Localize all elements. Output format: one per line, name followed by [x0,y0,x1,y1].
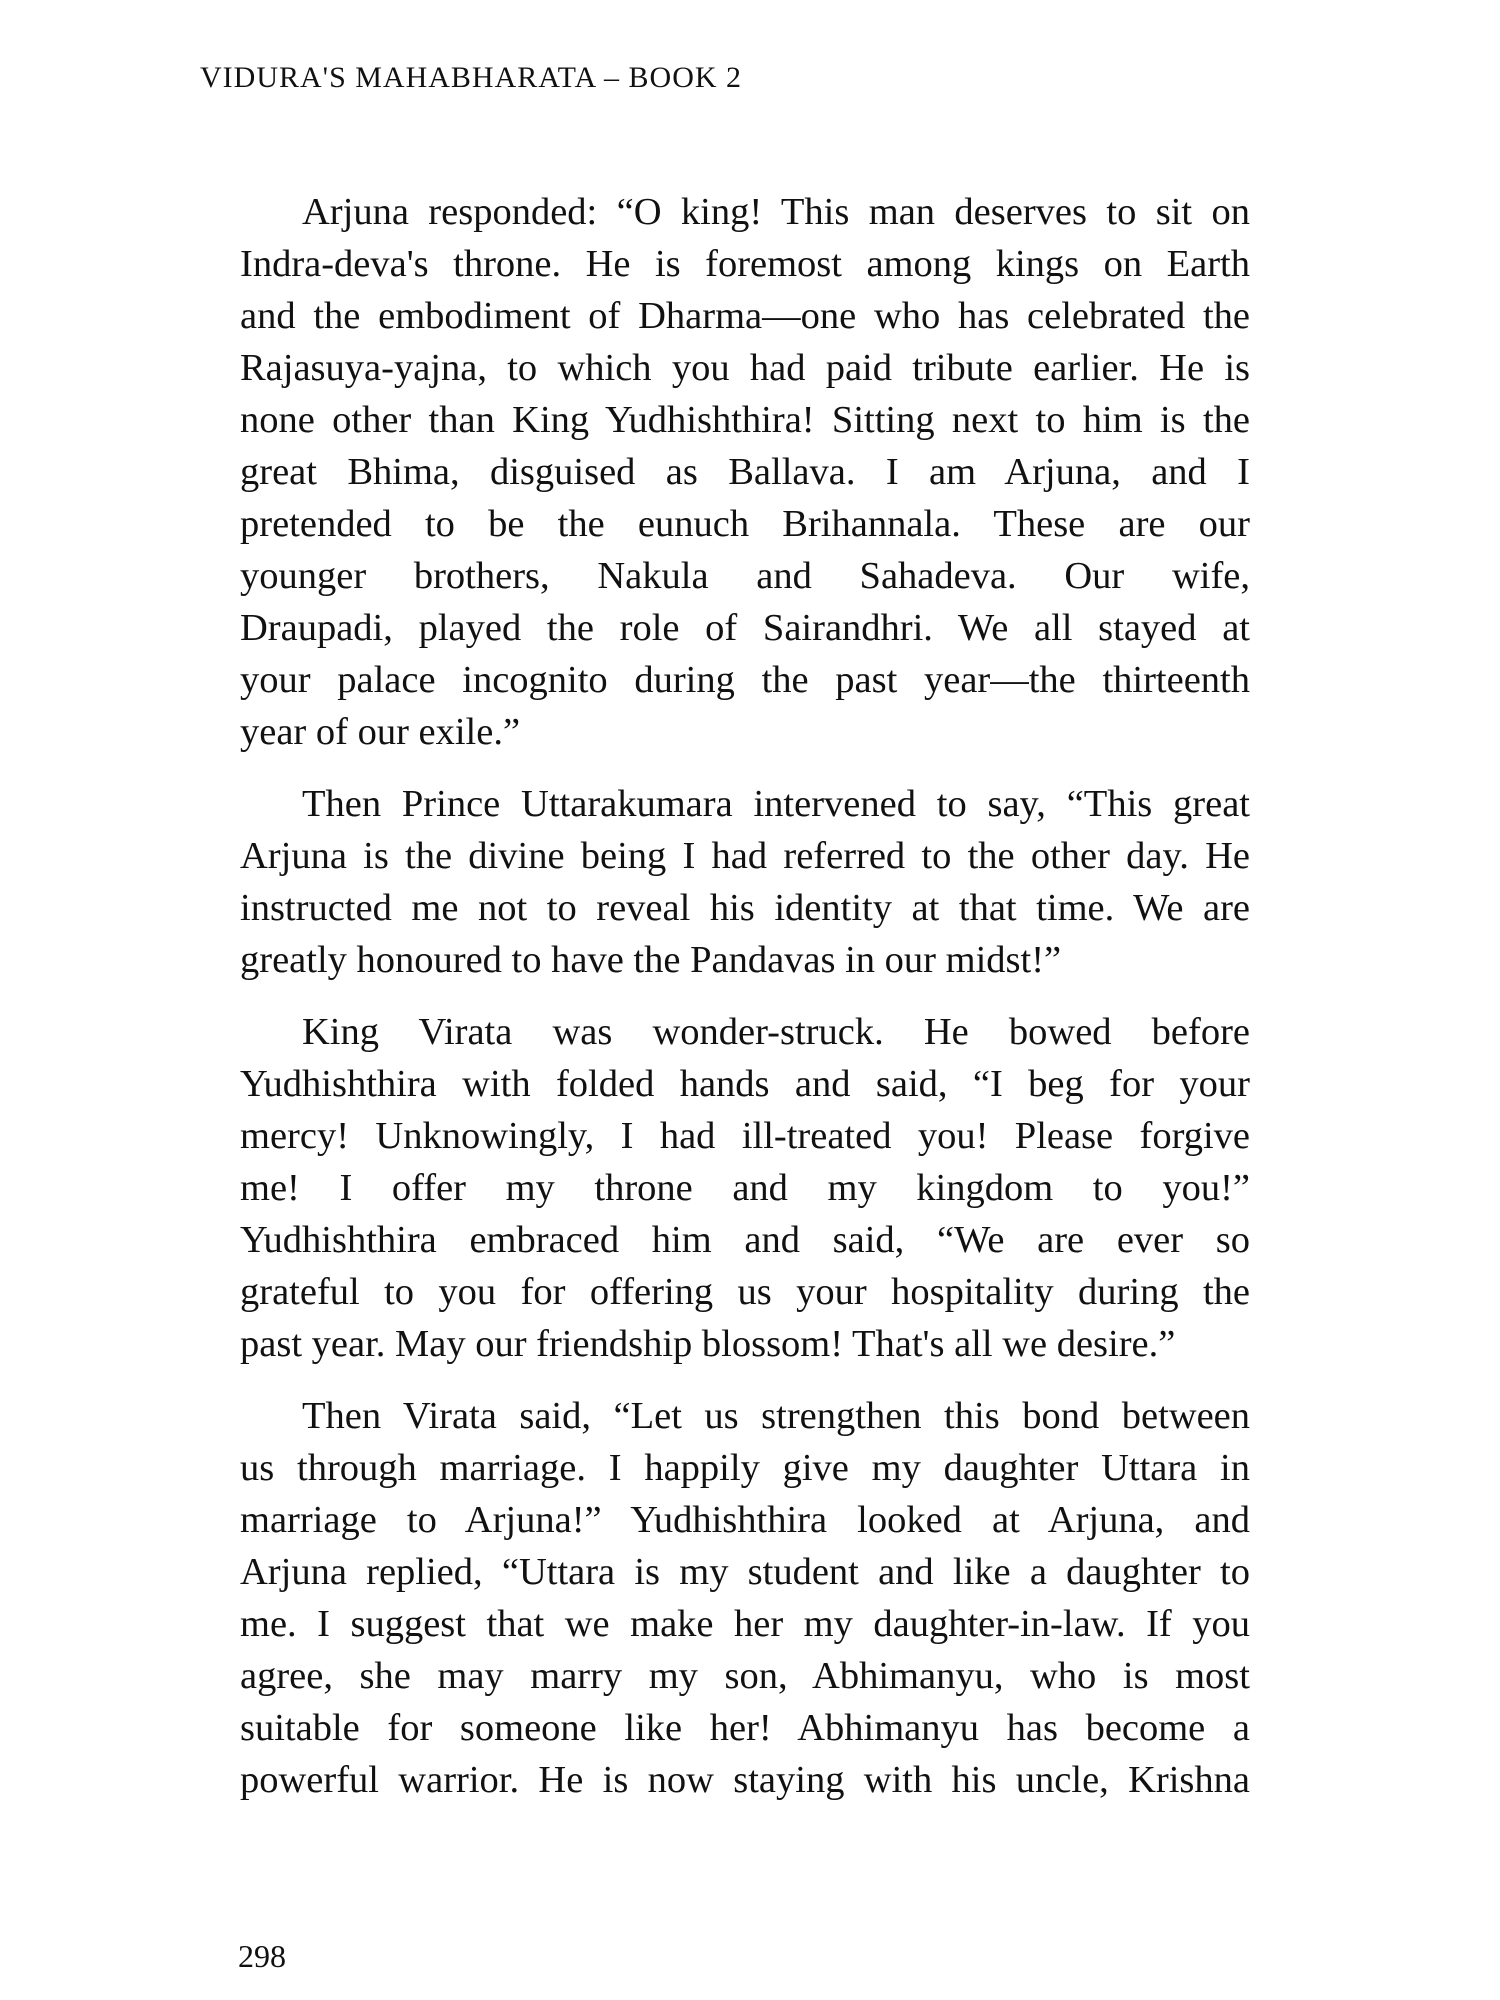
page-number: 298 [238,1938,286,1974]
text-line: Arjuna replied, “Uttara is my student and like a daughter to [240,1551,1250,1593]
paragraph [240,1390,1250,1806]
text-line: past year. May our friendship blossom! That's all we desire.” [240,1323,1176,1365]
text-line: younger brothers, Nakula and Sahadeva. Our wife, [240,555,1250,597]
text-line: me. I suggest that we make her my daughter-in-law. If you [240,1603,1250,1645]
paragraph [240,186,1250,758]
text-line: Yudhishthira embraced him and said, “We are ever so [240,1219,1250,1261]
text-line: Yudhishthira with folded hands and said, “I beg for your [240,1063,1250,1105]
text-line: mercy! Unknowingly, I had ill-treated you! Please forgive [240,1115,1250,1157]
text-line: us through marriage. I happily give my daughter Uttara in [240,1447,1250,1489]
text-line: instructed me not to reveal his identity at that time. We are [240,887,1250,929]
text-line: year of our exile.” [240,711,521,753]
running-head: VIDURA'S MAHABHARATA – BOOK 2 [200,61,743,94]
text-line: great Bhima, disguised as Ballava. I am Arjuna, and I [240,451,1250,493]
text-line: pretended to be the eunuch Brihannala. These are our [240,503,1250,545]
body-text [240,186,1250,1826]
text-line: King Virata was wonder-struck. He bowed before [302,1011,1250,1053]
text-line: Indra-deva's throne. He is foremost among kings on Earth [240,243,1250,285]
text-line: Then Prince Uttarakumara intervened to say, “This great [302,783,1250,825]
text-line: powerful warrior. He is now staying with his uncle, Krishna [240,1759,1250,1801]
text-line: none other than King Yudhishthira! Sitting next to him is the [240,399,1250,441]
text-line: marriage to Arjuna!” Yudhishthira looked at Arjuna, and [240,1499,1250,1541]
paragraph [240,1006,1250,1370]
text-line: Arjuna responded: “O king! This man deserves to sit on [302,191,1250,233]
text-line: and the embodiment of Dharma—one who has celebrated the [240,295,1250,337]
text-line: agree, she may marry my son, Abhimanyu, who is most [240,1655,1250,1697]
text-line: greatly honoured to have the Pandavas in our midst!” [240,939,1062,981]
text-line: Rajasuya-yajna, to which you had paid tribute earlier. He is [240,347,1250,389]
text-line: grateful to you for offering us your hospitality during the [240,1271,1250,1313]
text-line: Arjuna is the divine being I had referred to the other day. He [240,835,1250,877]
paragraph [240,778,1250,986]
text-line: suitable for someone like her! Abhimanyu has become a [240,1707,1250,1749]
text-line: your palace incognito during the past year—the thirteenth [240,659,1250,701]
text-line: Draupadi, played the role of Sairandhri. We all stayed at [240,607,1250,649]
text-line: me! I offer my throne and my kingdom to you!” [240,1167,1250,1209]
text-line: Then Virata said, “Let us strengthen this bond between [302,1395,1250,1437]
